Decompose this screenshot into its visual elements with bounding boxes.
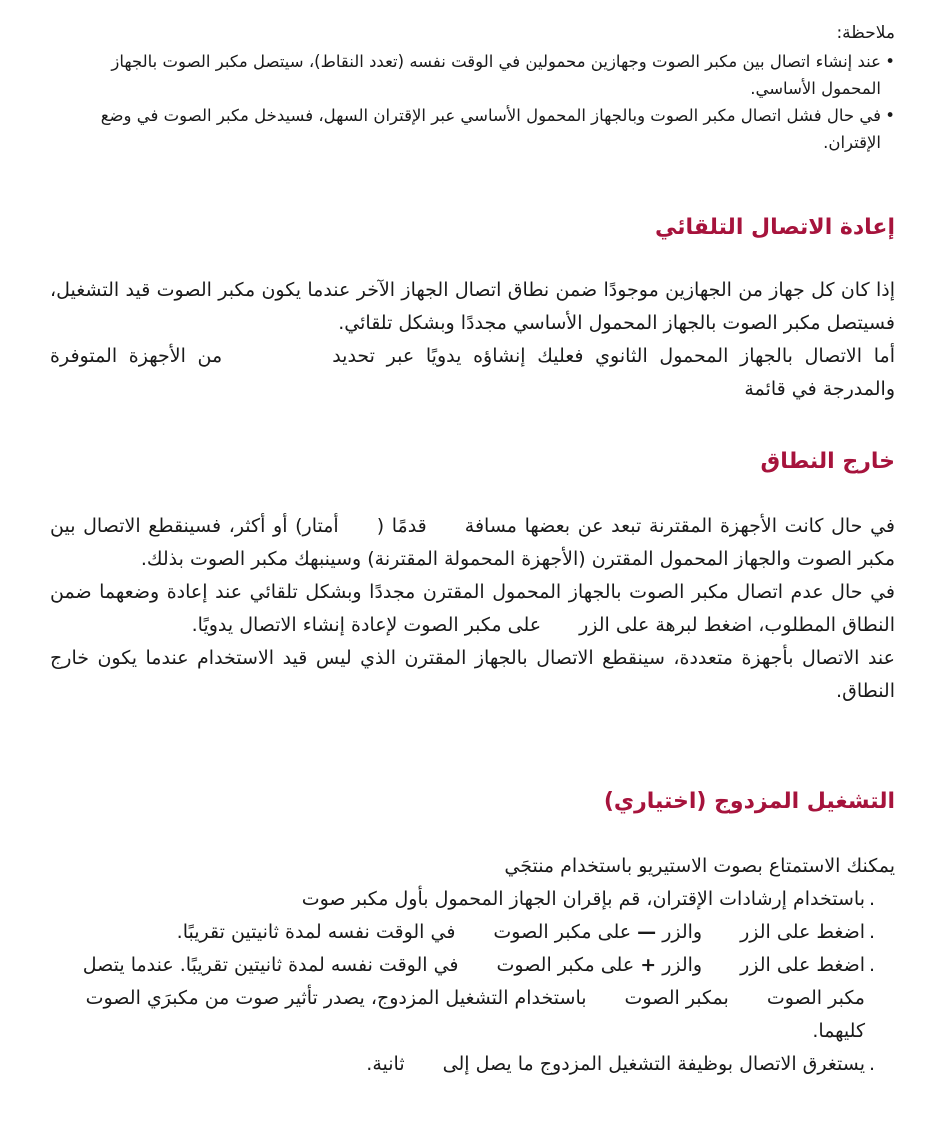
out-of-range-distance-b: قدمًا ( bbox=[376, 515, 427, 537]
step3-with-speaker: بمكبر الصوت bbox=[624, 987, 729, 1009]
dual-play-step-4 bbox=[50, 1048, 895, 1081]
step3-hold: في الوقت نفسه لمدة ثانيتين تقريبًا. عندما يتصل مكبر الصوت bbox=[82, 954, 865, 1009]
step2-press: اضغط على الزر bbox=[740, 921, 865, 943]
out-of-range-distance-c: أمتار) أو أكثر، فسينقطع الاتصال بين مكبر الصوت والجهاز المحمول المقترن (الأجهزة المحمولة المقترنة) وسينبهك مكبر الصوت بذلك. bbox=[50, 515, 895, 570]
step2-hold: في الوقت نفسه لمدة ثانيتين تقريبًا. bbox=[176, 921, 456, 943]
out-of-range-manual bbox=[50, 576, 895, 642]
dual-play-intro: يمكنك الاستمتاع بصوت الاستيريو باستخدام منتجَي bbox=[504, 855, 895, 877]
out-of-range-distance bbox=[50, 510, 895, 576]
step2-on-speaker: على مكبر الصوت bbox=[493, 921, 632, 943]
auto-reconnect-paragraph: إذا كان كل جهاز من الجهازين موجودًا ضمن نطاق اتصال الجهاز الآخر عندما يكون مكبر الصوت قيد التشغيل، فسيتصل مكبر الصوت بالجهاز المحمول الأساسي مجددًا وبشكل تلقائي. bbox=[50, 279, 895, 334]
note-list bbox=[50, 48, 895, 156]
out-of-range-multi: عند الاتصال بأجهزة متعددة، سينقطع الاتصال بالجهاز المقترن الذي ليس قيد الاستخدام عندما يكون خارج النطاق. bbox=[50, 647, 895, 702]
step2-and: والزر bbox=[662, 921, 703, 943]
step4-duration: يستغرق الاتصال بوظيفة التشغيل المزدوج ما يصل إلى bbox=[442, 1053, 865, 1075]
out-of-range-distance-a: في حال كانت الأجهزة المقترنة تبعد عن بعضها مسافة bbox=[464, 515, 895, 537]
heading-auto-reconnect: إعادة الاتصال التلقائي bbox=[654, 215, 895, 240]
dual-play-steps bbox=[50, 883, 895, 1081]
dual-play-step-1: . باستخدام إرشادات الإقتران، قم بإقران الجهاز المحمول بأول مكبر صوت bbox=[50, 883, 895, 916]
step3-sound-effect: باستخدام التشغيل المزدوج، يصدر تأثير صوت من مكبرَي الصوت كليهما. bbox=[85, 987, 865, 1042]
step3-and: والزر bbox=[662, 954, 703, 976]
auto-reconnect-secondary bbox=[50, 340, 895, 406]
out-of-range-manual-b: على مكبر الصوت لإعادة إنشاء الاتصال يدويًا. bbox=[191, 614, 542, 636]
step4-seconds: ثانية. bbox=[366, 1053, 405, 1075]
auto-reconnect-secondary-b: من الأجهزة المتوفرة والمدرجة في قائمة bbox=[50, 345, 895, 400]
dual-play-body bbox=[50, 850, 895, 1081]
heading-dual-play: التشغيل المزدوج (اختياري) bbox=[603, 789, 895, 814]
plus-icon: + bbox=[640, 954, 657, 976]
note-bullet-pairing-fail: • في حال فشل اتصال مكبر الصوت وبالجهاز المحمول الأساسي عبر الإقتران السهل، فسيدخل مكبر الصوت في وضع الإقتران. bbox=[50, 102, 895, 156]
dual-play-step-2 bbox=[50, 916, 895, 949]
note-bullet-multipoint: • عند إنشاء اتصال بين مكبر الصوت وجهازين محمولين في الوقت نفسه (تعدد النقاط)، سيتصل مكبر الصوت بالجهاز المحمول الأساسي. bbox=[50, 48, 895, 102]
note-title: ملاحظة: bbox=[836, 23, 895, 43]
heading-out-of-range: خارج النطاق bbox=[760, 449, 895, 474]
dual-play-step-3 bbox=[50, 949, 895, 1048]
minus-icon: — bbox=[637, 921, 657, 943]
out-of-range-manual-a: في حال عدم اتصال مكبر الصوت بالجهاز المحمول المقترن مجددًا وبشكل تلقائي عند إعادة وضعهما ضمن النطاق المطلوب، اضغط لبرهة على الزر bbox=[50, 581, 895, 636]
out-of-range-body bbox=[50, 510, 895, 708]
step3-press: اضغط على الزر bbox=[740, 954, 865, 976]
auto-reconnect-secondary-a: أما الاتصال بالجهاز المحمول الثانوي فعليك إنشاؤه يدويًا عبر تحديد bbox=[332, 345, 895, 367]
step3-on-speaker: على مكبر الصوت bbox=[496, 954, 635, 976]
auto-reconnect-body bbox=[50, 274, 895, 406]
